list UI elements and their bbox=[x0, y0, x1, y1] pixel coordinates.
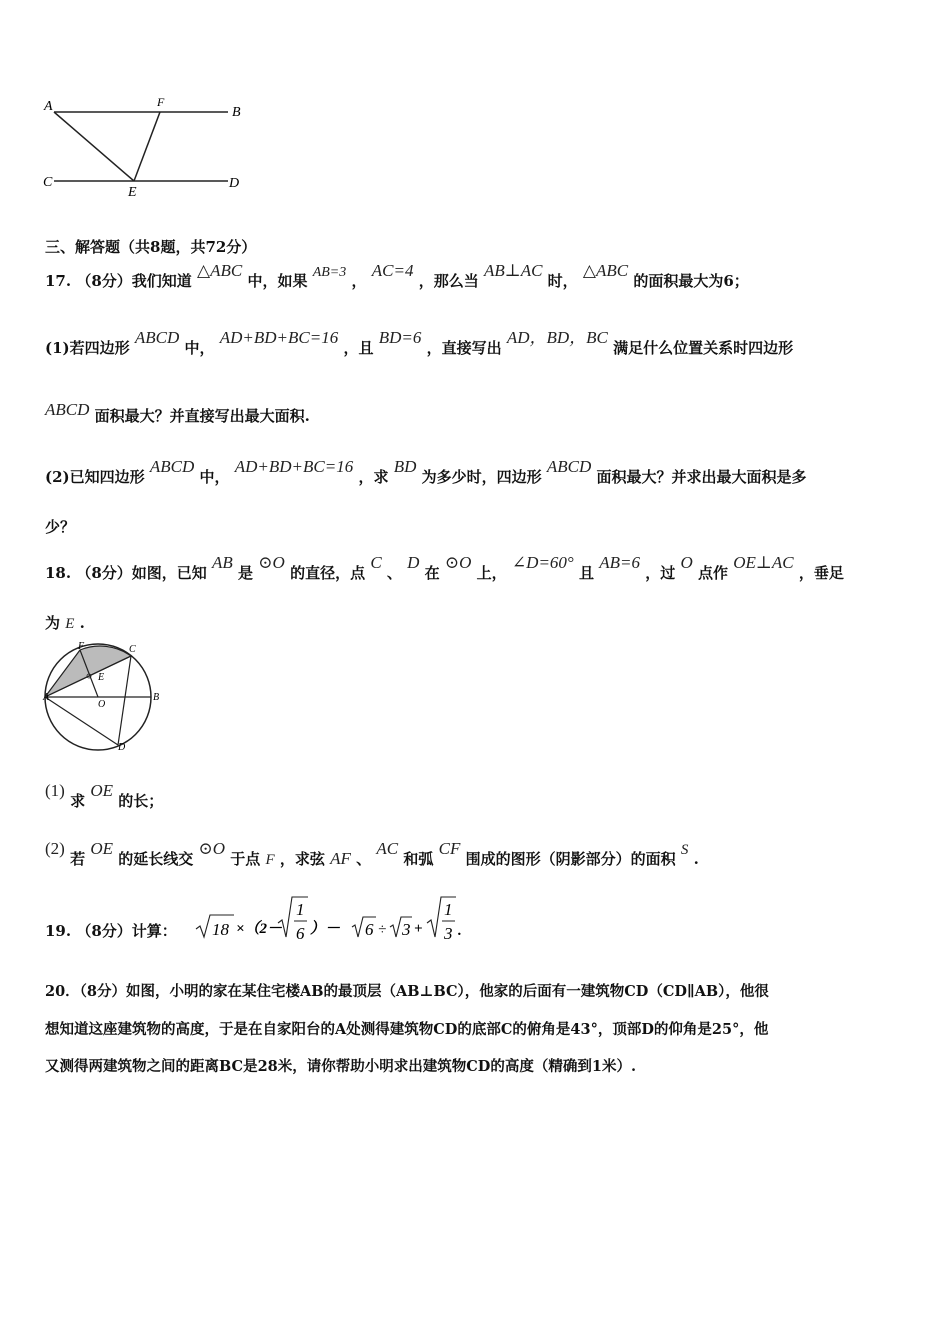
q18-number: 18. bbox=[45, 564, 72, 582]
q18-circle-o-3: ⊙O bbox=[198, 839, 225, 858]
segment-fe bbox=[134, 112, 160, 181]
q20-line-2: 想知道这座建筑物的高度，于是在自家阳台的A处测得建筑物CD的底部C的俯角是43°，顶部D的仰角是25°，他 bbox=[45, 1021, 769, 1038]
q17-ab-perp-ac: AB⊥AC bbox=[483, 261, 543, 280]
q18-text: 、 bbox=[356, 850, 372, 868]
q19-period: . bbox=[458, 923, 462, 939]
q17-ac-4: AC=4 bbox=[371, 261, 414, 280]
q17-sum-16: AD+BD+BC=16 bbox=[219, 328, 339, 347]
q18-text: 、 bbox=[386, 564, 402, 582]
q17-text: 中，如果 bbox=[247, 272, 308, 290]
q18-oe-2: OE bbox=[90, 839, 113, 858]
q17-text: ，直接写出 bbox=[426, 339, 502, 357]
q18-text: 是 bbox=[238, 564, 254, 582]
q19-div: ÷ bbox=[378, 922, 387, 938]
q17-abcd-4: ABCD bbox=[546, 457, 592, 476]
q18-text: 围成的图形（阴影部分）的面积 bbox=[465, 850, 676, 868]
q18-ac: AC bbox=[376, 839, 399, 858]
q18-part-1-number: (1) bbox=[45, 781, 65, 800]
fig-label-c: C bbox=[129, 644, 136, 655]
q18-text: ，过 bbox=[645, 564, 676, 582]
q17-text: 面积最大？并求出最大面积是多 bbox=[596, 468, 807, 486]
q18-e: E bbox=[65, 616, 75, 632]
q19-plus: + bbox=[414, 921, 423, 937]
q17-part-1-line-1 bbox=[45, 328, 794, 358]
q18-text: 于点 bbox=[230, 850, 261, 868]
q17-text: 为多少时，四边形 bbox=[421, 468, 542, 486]
parallel-lines-figure bbox=[38, 92, 253, 200]
q18-oe: OE bbox=[90, 781, 113, 800]
q18-cf: CF bbox=[438, 839, 461, 858]
q18-part-2-number: (2) bbox=[45, 839, 65, 858]
q19-number: 19. bbox=[45, 922, 72, 940]
segment-ae bbox=[54, 112, 134, 181]
q17-part-2-line-1 bbox=[45, 457, 807, 487]
q17-part-1-label: (1)若四边形 bbox=[45, 339, 130, 357]
q18-text: 的长； bbox=[118, 792, 164, 810]
q18-f: F bbox=[265, 852, 275, 868]
q17-line-1 bbox=[45, 261, 749, 291]
q18-circle-o: ⊙O bbox=[258, 553, 285, 572]
q17-text: ，求 bbox=[358, 468, 389, 486]
q18-text: ，垂足 bbox=[798, 564, 844, 582]
q19-times: ×（2－ bbox=[236, 921, 283, 937]
q18-oe-perp-ac: OE⊥AC bbox=[733, 553, 794, 572]
q17-text: 中， bbox=[199, 468, 230, 486]
q17-bd-6: BD=6 bbox=[378, 328, 422, 347]
q18-part-1 bbox=[45, 781, 164, 811]
q18-s: S bbox=[680, 842, 689, 858]
q18-text: ，求弦 bbox=[279, 850, 325, 868]
q17-abcd: ABCD bbox=[134, 328, 180, 347]
q17-text: 的面积最大为6； bbox=[633, 272, 749, 290]
q18-score: （8分）如图，已知 bbox=[76, 564, 207, 582]
fig-label-b: B bbox=[153, 692, 160, 703]
chord-ad bbox=[45, 697, 118, 745]
q18-circle-o-2: ⊙O bbox=[444, 553, 472, 572]
q19-frac2-num: 1 bbox=[444, 900, 453, 919]
q18-o: O bbox=[680, 553, 693, 572]
q18-line-2 bbox=[45, 612, 85, 633]
q18-text: 上， bbox=[476, 564, 507, 582]
label-a: A bbox=[44, 99, 53, 114]
q17-triangle-abc-2: △ABC bbox=[582, 261, 629, 280]
q17-triangle-abc: △ABC bbox=[197, 261, 243, 280]
q19-r6: 6 bbox=[365, 920, 374, 939]
q17-text: 时， bbox=[547, 272, 578, 290]
label-f: F bbox=[157, 95, 165, 109]
q19-frac2-den: 3 bbox=[444, 924, 453, 943]
q18-text: 的延长线交 bbox=[118, 850, 194, 868]
q18-period: . bbox=[79, 614, 85, 632]
q18-line-1 bbox=[45, 553, 844, 583]
q18-period: . bbox=[693, 850, 699, 868]
q19-frac1-den: 6 bbox=[296, 924, 305, 943]
label-d: D bbox=[229, 176, 240, 191]
chord-cd bbox=[118, 656, 131, 745]
q20-line-1: 20．（8分）如图，小明的家在某住宅楼AB的最顶层（AB⊥BC），他家的后面有一建筑物CD（CD∥AB），他很 bbox=[45, 983, 769, 1000]
q19-expression bbox=[190, 893, 480, 949]
section-3-title: 三、解答题（共8题，共72分） bbox=[45, 238, 257, 256]
q19-score: （8分）计算： bbox=[76, 922, 177, 940]
q17-bd: BD bbox=[393, 457, 417, 476]
q17-part-1-line-2 bbox=[45, 400, 310, 426]
q17-abcd-2: ABCD bbox=[45, 400, 90, 419]
q18-text: 点作 bbox=[697, 564, 728, 582]
q18-c: C bbox=[370, 553, 382, 572]
q17-text: ，且 bbox=[343, 339, 374, 357]
q17-number: 17. bbox=[45, 272, 72, 290]
q17-abcd-3: ABCD bbox=[149, 457, 195, 476]
q19-r3: 3 bbox=[402, 920, 411, 939]
fig-label-a: A bbox=[43, 692, 50, 703]
fig-label-e: E bbox=[98, 672, 105, 683]
q17-ad-bd-bc: AD，BD，BC bbox=[506, 328, 608, 347]
q17-text: 满足什么位置关系时四边形 bbox=[613, 339, 794, 357]
q18-text: 在 bbox=[424, 564, 440, 582]
q17-text: 面积最大？并直接写出最大面积. bbox=[94, 407, 310, 425]
q19-close: ）－ bbox=[310, 921, 341, 937]
fig-label-d: D bbox=[118, 742, 126, 753]
q19-line bbox=[45, 920, 177, 941]
q18-text: 求 bbox=[70, 792, 86, 810]
label-c: C bbox=[43, 175, 53, 190]
q18-text: 和弧 bbox=[403, 850, 434, 868]
q18-d: D bbox=[407, 553, 420, 572]
label-e: E bbox=[128, 185, 137, 200]
q17-sum-16-b: AD+BD+BC=16 bbox=[234, 457, 354, 476]
fig-label-f: F bbox=[78, 641, 85, 652]
fig-label-o: O bbox=[98, 699, 106, 710]
circle-figure bbox=[40, 640, 170, 755]
q17-score: （8分）我们知道 bbox=[76, 272, 192, 290]
q18-angle-d: ∠D=60° bbox=[511, 553, 574, 572]
q20-line-3: 又测得两建筑物之间的距离BC是28米，请你帮助小明求出建筑物CD的高度（精确到1米）. bbox=[45, 1058, 636, 1075]
label-b: B bbox=[232, 105, 241, 120]
q17-text: 中， bbox=[184, 339, 215, 357]
q19-frac1-num: 1 bbox=[296, 900, 305, 919]
q17-comma: ， bbox=[351, 272, 367, 290]
q18-part-2 bbox=[45, 839, 699, 869]
q18-ab: AB bbox=[212, 553, 233, 572]
q17-ab-3: AB=3 bbox=[312, 265, 347, 280]
q18-text: 若 bbox=[70, 850, 86, 868]
q17-part-2-line-2: 少？ bbox=[45, 518, 76, 536]
q17-text: ，那么当 bbox=[418, 272, 479, 290]
q18-text: 为 bbox=[45, 614, 61, 632]
q18-af: AF bbox=[330, 849, 351, 868]
q17-part-2-label: (2)已知四边形 bbox=[45, 468, 145, 486]
q18-ab-6: AB=6 bbox=[599, 553, 640, 572]
q18-text: 的直径，点 bbox=[290, 564, 366, 582]
q19-r18: 18 bbox=[212, 920, 229, 939]
q18-text: 且 bbox=[578, 564, 594, 582]
